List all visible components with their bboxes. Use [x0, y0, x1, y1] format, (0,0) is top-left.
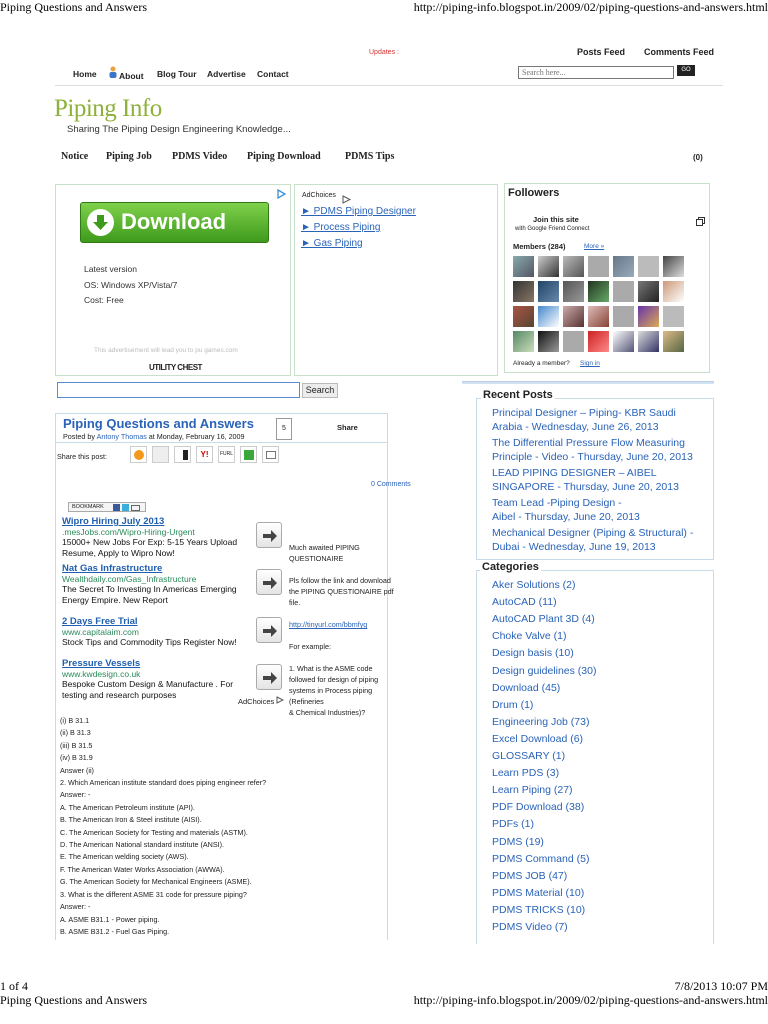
member-avatar[interactable] — [638, 331, 659, 352]
category-link[interactable]: GLOSSARY (1) — [492, 750, 566, 762]
member-avatar[interactable] — [588, 256, 609, 277]
member-avatar[interactable] — [663, 256, 684, 277]
adchoice-link-process[interactable]: ► Process Piping — [301, 222, 381, 233]
recent-post-line1[interactable]: Team Lead -Piping Design - — [492, 497, 622, 509]
recent-post-line2: Arabia - Wednesday, June 26, 2013 — [492, 421, 659, 433]
post-body-line: G. The American Society for Mechanical Engineers (ASME). — [60, 877, 252, 887]
member-avatar[interactable] — [513, 281, 534, 302]
print-footer-title: Piping Questions and Answers — [0, 993, 147, 1007]
utility-chest-logo: UTILITY CHEST — [149, 363, 202, 372]
text-ad-text: Stock Tips and Commodity Tips Register Now! — [62, 637, 237, 647]
google-friend-connect: with Google Friend Connect — [515, 226, 590, 232]
recent-post-item[interactable] — [492, 466, 714, 494]
member-avatar[interactable] — [513, 331, 534, 352]
text-ad-text: Bespoke Custom Design & Manufacture . For testing and research purposes — [62, 679, 234, 700]
top-nav — [73, 69, 333, 83]
post-body-line: Answer (ii) — [60, 765, 94, 775]
post-body-line: Answer: - — [60, 790, 91, 800]
member-avatar[interactable] — [588, 281, 609, 302]
menu-item-piping-download[interactable]: Piping Download — [247, 151, 321, 162]
menu-item-pdms-video[interactable]: PDMS Video — [172, 151, 228, 162]
category-link[interactable]: PDMS Command (5) — [492, 852, 590, 865]
post-body-line: 3. What is the different ASME 31 code for pressure piping? — [60, 889, 247, 899]
blog-search-button[interactable]: Search — [302, 383, 338, 398]
member-avatar[interactable] — [588, 306, 609, 327]
category-link[interactable]: Choke Valve (1) — [492, 630, 567, 643]
recent-post-line1[interactable]: Mechanical Designer (Piping & Structural) - — [492, 527, 694, 539]
followers-title: Followers — [508, 187, 560, 199]
member-avatar[interactable] — [563, 281, 584, 302]
category-link[interactable]: PDMS JOB (47) — [492, 869, 568, 882]
category-link[interactable]: AutoCAD (11) — [492, 596, 557, 609]
category-link[interactable]: Download (45) — [492, 681, 561, 694]
members-more-link[interactable]: More » — [584, 243, 605, 250]
text-ad-url: www.kwdesign.co.uk — [62, 669, 141, 679]
text-ad-title[interactable]: 2 Days Free Trial — [62, 616, 138, 627]
category-link[interactable]: PDMS Video (7) — [492, 921, 568, 933]
categories-title: Categories — [482, 561, 539, 573]
text-ad-arrow-button[interactable] — [256, 569, 282, 595]
post-body-line: (iv) B 31.9 — [60, 753, 93, 763]
category-link[interactable]: PDF Download (38) — [492, 801, 585, 814]
share-icons — [130, 446, 282, 463]
menu-item-pdms-tips[interactable]: PDMS Tips — [345, 151, 395, 162]
recent-post-item[interactable] — [492, 496, 714, 524]
recent-post-line1[interactable]: Principal Designer – Piping- KBR Saudi — [492, 407, 676, 419]
recent-post-line2: Aibel - Thursday, June 20, 2013 — [492, 511, 640, 523]
post-body-line: file. — [289, 598, 301, 607]
member-avatar[interactable] — [563, 256, 584, 277]
category-link[interactable]: PDMS (19) — [492, 835, 544, 848]
updates-label: Updates : — [369, 49, 399, 56]
member-avatar[interactable] — [613, 281, 634, 302]
menu-item-piping-job[interactable]: Piping Job — [106, 151, 152, 162]
member-avatar[interactable] — [638, 306, 659, 327]
post-body-line: For example: — [289, 642, 331, 651]
members-count: Members (284) — [513, 242, 566, 251]
text-ads-adchoices[interactable] — [238, 696, 284, 706]
twitter-icon — [122, 504, 129, 511]
posts-feed-link[interactable]: Posts Feed — [577, 47, 626, 57]
recent-post-line2: Principle - Video - Thursday, June 20, 2013 — [492, 451, 693, 463]
recent-post-line1[interactable]: The Differential Pressure Flow Measuring — [492, 437, 685, 449]
member-avatar[interactable] — [613, 256, 634, 277]
recent-post-line2: Dubai - Wednesday, June 19, 2013 — [492, 541, 656, 553]
member-avatar[interactable] — [513, 256, 534, 277]
share-green-icon[interactable] — [240, 446, 257, 463]
member-avatar[interactable] — [538, 306, 559, 327]
ad-disclaimer: This advertisement will lead you to pu games.com — [94, 347, 238, 354]
text-ad-title[interactable]: Pressure Vessels — [62, 658, 141, 669]
member-avatar[interactable] — [538, 281, 559, 302]
post-body-line: the PIPING QUESTIONAIRE pdf — [289, 587, 394, 596]
post-body-line: (Refineries — [289, 697, 324, 706]
text-ad-arrow-button[interactable] — [256, 617, 282, 643]
post-body-line — [289, 652, 414, 663]
person-icon — [108, 66, 118, 81]
post-body-line: Much awaited PIPING — [289, 543, 360, 552]
print-page-count: 1 of 4 — [0, 979, 28, 993]
search-input[interactable] — [518, 66, 674, 79]
post-body-line — [289, 608, 414, 619]
menu-item-notice[interactable]: Notice — [61, 151, 89, 162]
ad-latest: Latest version — [84, 264, 137, 274]
facebook-icon — [113, 504, 120, 511]
recent-post-line2: SINGAPORE - Thursday, June 20, 2013 — [492, 481, 679, 493]
category-link[interactable]: PDFs (1) — [492, 818, 534, 831]
post-body-line: B. ASME B31.2 - Fuel Gas Piping. — [60, 926, 170, 936]
post-body-line: (ii) B 31.3 — [60, 728, 91, 738]
category-link[interactable]: PDMS Material (10) — [492, 886, 585, 899]
category-link[interactable]: Design basis (10) — [492, 647, 574, 660]
share-yahoo-icon[interactable]: Y! — [196, 446, 213, 463]
member-avatar[interactable] — [663, 281, 684, 302]
member-avatars — [505, 184, 711, 374]
download-arrow-icon — [87, 209, 114, 236]
text-ad-text: The Secret To Investing In Americas Emerging Energy Empire. New Report — [62, 584, 237, 605]
recent-post-item[interactable] — [492, 406, 714, 434]
post-body-line: QUESTIONAIRE — [289, 554, 344, 563]
post-body-line: A. ASME B31.1 - Power piping. — [60, 914, 160, 924]
menu-count: (0) — [693, 153, 703, 162]
sidebar-divider — [462, 381, 714, 384]
join-site[interactable]: Join this site — [533, 215, 579, 224]
share-digg-icon[interactable] — [152, 446, 169, 463]
share-count: 5 — [276, 418, 292, 440]
email-icon — [131, 505, 140, 511]
print-page-url: http://piping-info.blogspot.in/2009/02/piping-questions-and-answers.html — [413, 0, 768, 14]
print-date-time: 7/8/2013 10:07 PM — [674, 979, 768, 993]
post-author[interactable]: Antony Thomas — [96, 432, 147, 441]
member-avatar[interactable] — [563, 306, 584, 327]
post-body-right — [289, 542, 414, 718]
post-body-line: systems in Process piping — [289, 686, 373, 695]
comments-link[interactable]: 0 Comments — [371, 481, 411, 488]
recent-posts-title: Recent Posts — [483, 389, 553, 401]
header-divider — [55, 85, 723, 86]
post-body-line: Pls follow the link and download — [289, 576, 391, 585]
member-avatar[interactable] — [638, 281, 659, 302]
questionaire-link[interactable]: http://tinyurl.com/bbmfyg — [289, 620, 368, 629]
category-link[interactable]: Engineering Job (73) — [492, 715, 590, 728]
member-avatar[interactable] — [513, 306, 534, 327]
adchoice-link-gas[interactable]: ► Gas Piping — [301, 238, 363, 248]
post-body-bottom — [60, 715, 266, 938]
share-furl-icon[interactable]: FURL — [218, 446, 235, 463]
adchoices-label[interactable]: AdChoices — [302, 192, 336, 199]
post-body-line: (i) B 31.1 — [60, 716, 90, 725]
category-link[interactable]: Drum (1) — [492, 698, 534, 711]
bookmark-label: BOOKMARK — [72, 504, 104, 510]
member-avatar[interactable] — [663, 306, 684, 327]
member-avatar[interactable] — [638, 256, 659, 277]
post-body-line: & Chemical Industries)? — [289, 708, 366, 717]
nav-item-blog-tour[interactable]: Blog Tour — [157, 69, 197, 79]
nav-item-about[interactable]: About — [119, 71, 144, 81]
member-avatar[interactable] — [538, 256, 559, 277]
share-delicious-icon[interactable] — [174, 446, 191, 463]
text-ad-text: 15000+ New Jobs For Exp: 5-15 Years Upload Resume, Apply to Wipro Now! — [62, 537, 238, 558]
download-ad[interactable] — [55, 184, 291, 376]
posted-by-prefix: Posted by — [63, 432, 95, 441]
category-link[interactable]: Design guidelines (30) — [492, 664, 597, 677]
member-avatar[interactable] — [588, 331, 609, 352]
post-title[interactable]: Piping Questions and Answers — [63, 416, 254, 431]
posted-by — [63, 432, 245, 441]
blog-title[interactable]: Piping Info — [54, 95, 162, 122]
category-link[interactable]: Learn PDS (3) — [492, 767, 560, 780]
followers-widget — [504, 183, 710, 373]
already-member: Already a member? — [513, 360, 570, 367]
post-body-line: E. The American welding society (AWS). — [60, 852, 189, 862]
post-body-line: (iii) B 31.5 — [60, 740, 93, 750]
member-avatar[interactable] — [563, 331, 584, 352]
post-body-line: A. The American Petroleum institute (API). — [60, 802, 195, 812]
comments-feed-link[interactable]: Comments Feed — [644, 47, 715, 57]
category-link[interactable]: PDMS TRICKS (10) — [492, 903, 586, 916]
category-link[interactable]: AutoCAD Plant 3D (4) — [492, 613, 595, 626]
adchoices-box — [294, 184, 498, 376]
member-avatar[interactable] — [538, 331, 559, 352]
post-body-line: B. The American Iron & Steel institute (AISI). — [60, 815, 202, 825]
recent-post-line1[interactable]: LEAD PIPING DESIGNER – AIBEL — [492, 467, 657, 479]
text-ad[interactable] — [62, 616, 258, 648]
share-this-post: Share this post: — [57, 452, 107, 461]
post-body-line: 1. What is the ASME code — [289, 664, 373, 673]
post-body-line: F. The American Water Works Association (AWWA). — [60, 864, 225, 874]
nav-item-home[interactable]: Home — [73, 69, 97, 79]
share-orange-icon[interactable] — [130, 446, 147, 463]
category-link[interactable]: Learn Piping (27) — [492, 784, 573, 797]
print-footer-url: http://piping-info.blogspot.in/2009/02/piping-questions-and-answers.html — [413, 993, 768, 1007]
text-ad-url: Wealthdaily.com/Gas_Infrastructure — [62, 574, 197, 584]
post-body-line: C. The American Society for Testing and materials (ASTM). — [60, 827, 248, 837]
post-body-line — [289, 564, 414, 575]
text-ads-adchoices-label: AdChoices — [238, 697, 275, 706]
nav-item-contact[interactable]: Contact — [257, 69, 289, 79]
ad-cost: Cost: Free — [84, 295, 124, 305]
member-avatar[interactable] — [613, 306, 634, 327]
text-ad-url: .mesJobs.com/Wipro-Hiring-Urgent — [62, 527, 195, 537]
post-body-line: followed for design of piping — [289, 675, 379, 684]
text-ad-title[interactable]: Nat Gas Infrastructure — [62, 563, 163, 574]
nav-item-advertise[interactable]: Advertise — [207, 69, 246, 79]
download-button-label: Download — [121, 209, 227, 234]
post-body-line — [289, 630, 414, 641]
text-ad-url: www.capitalaim.com — [62, 627, 139, 637]
category-link[interactable]: Aker Solutions (2) — [492, 579, 576, 591]
post-body-line: D. The American National standard institute (ANSI). — [60, 840, 225, 850]
share-print-icon[interactable] — [262, 446, 279, 463]
blog-tagline: Sharing The Piping Design Engineering Knowledge... — [67, 124, 291, 135]
text-ad-arrow-button[interactable] — [256, 664, 282, 690]
recent-post-item[interactable] — [492, 436, 714, 464]
adchoice-link-pdms[interactable]: ► PDMS Piping Designer — [301, 206, 416, 217]
share-button[interactable]: Share — [337, 423, 358, 432]
bookmark-button[interactable] — [68, 502, 146, 512]
post-body-line: 2. Which American institute standard does piping engineer refer? — [60, 778, 267, 788]
text-ad[interactable] — [62, 516, 258, 559]
blog-search-input[interactable] — [57, 382, 300, 398]
ad-os: OS: Windows XP/Vista/7 — [84, 280, 178, 290]
text-ad[interactable] — [62, 658, 258, 701]
text-ad[interactable] — [62, 563, 258, 606]
print-page-title: Piping Questions and Answers — [0, 0, 147, 14]
recent-post-item[interactable] — [492, 526, 714, 554]
post-body-line: Answer: - — [60, 902, 91, 912]
member-avatar[interactable] — [663, 331, 684, 352]
sign-in-link[interactable]: Sign in — [580, 360, 600, 367]
text-ad-title[interactable]: Wipro Hiring July 2013 — [62, 516, 165, 527]
category-link[interactable]: Excel Download (6) — [492, 732, 584, 745]
download-button[interactable] — [80, 202, 269, 243]
go-button[interactable]: GO — [677, 65, 695, 76]
text-ad-arrow-button[interactable] — [256, 522, 282, 548]
adchoices-triangle-icon — [276, 186, 286, 204]
member-avatar[interactable] — [613, 331, 634, 352]
post-date: at Monday, February 16, 2009 — [148, 432, 245, 441]
